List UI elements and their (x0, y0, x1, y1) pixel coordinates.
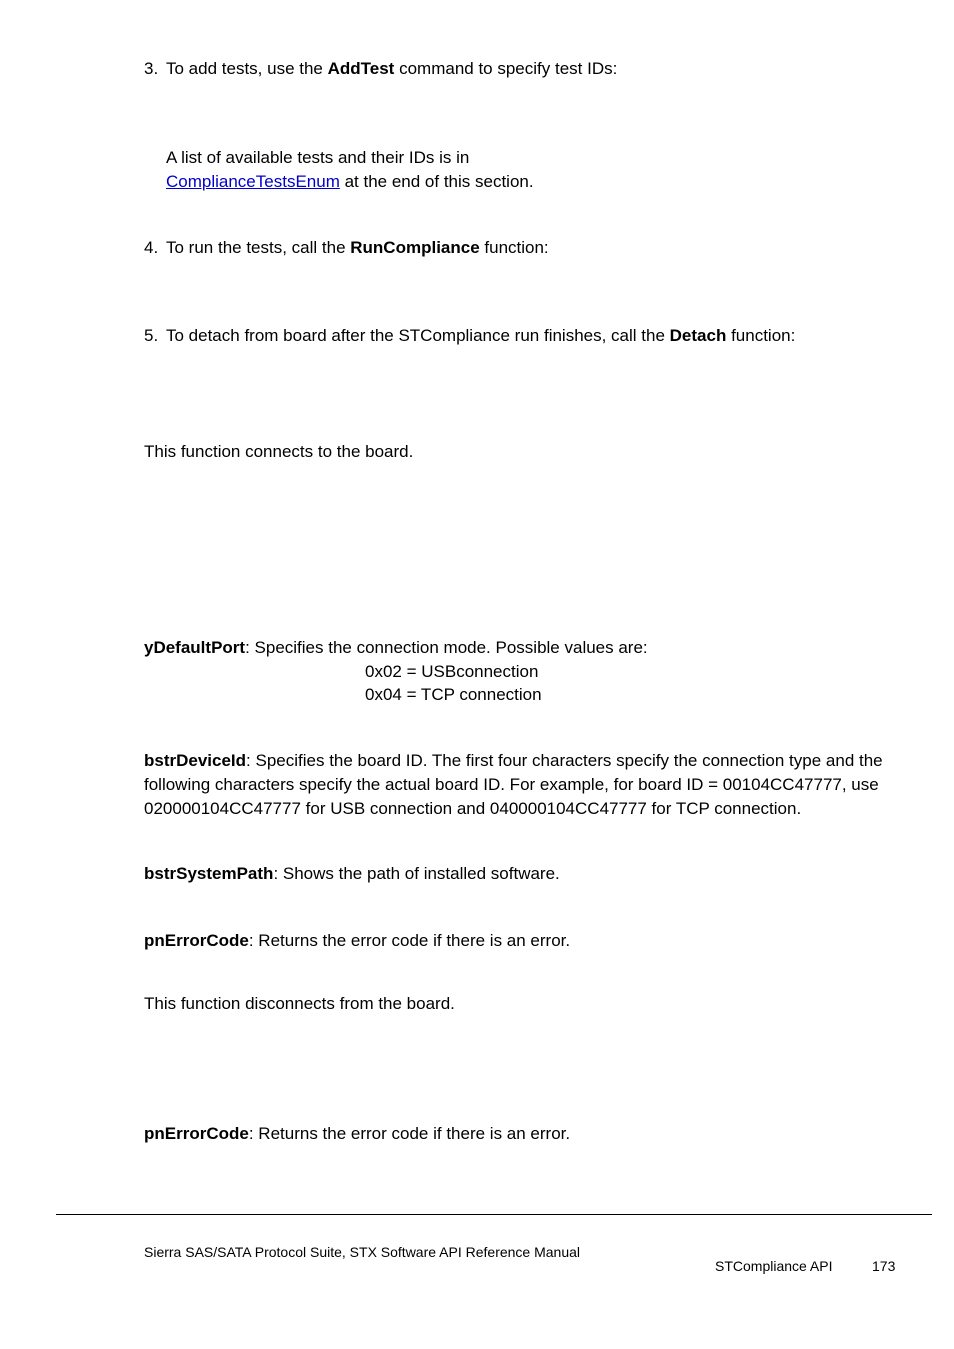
step-number: 5. (144, 326, 159, 345)
footer-rule (56, 1214, 932, 1215)
param-description: : Specifies the connection mode. Possible values are: (245, 638, 648, 657)
param-description: : Shows the path of installed software. (273, 864, 560, 883)
param-pnerrorcode (144, 1122, 570, 1146)
step-text: To detach from board after the STCompliance run finishes, call the Detach function: (166, 326, 796, 345)
detach-description: This function disconnects from the board. (144, 994, 455, 1013)
param-name: yDefaultPort (144, 638, 246, 657)
footer-manual-title: Sierra SAS/SATA Protocol Suite, STX Software API Reference Manual (144, 1244, 581, 1260)
step-number: 3. (144, 59, 159, 78)
compliance-tests-enum-link[interactable]: ComplianceTestsEnum (166, 172, 340, 191)
step-text: To run the tests, call the RunCompliance function: (166, 238, 549, 257)
param-description: : Returns the error code if there is an error. (248, 1124, 571, 1143)
step-number: 4. (144, 238, 159, 257)
step-text: To add tests, use the AddTest command to specify test IDs: (166, 59, 618, 78)
addtest-command: AddTest (327, 59, 395, 78)
param-bstrsystempath (144, 862, 560, 886)
param-value: 0x02 = USBconnection (365, 662, 539, 681)
tests-note-line2: ComplianceTestsEnum at the end of this section. (166, 172, 534, 191)
param-description: : Returns the error code if there is an error. (248, 931, 571, 950)
param-bstrdeviceid (144, 749, 904, 821)
attach-description: This function connects to the board. (144, 442, 414, 461)
tests-note-line1: A list of available tests and their IDs is in (166, 148, 470, 167)
footer-section: STCompliance API (715, 1258, 833, 1274)
param-pnerrorcode (144, 929, 570, 953)
param-name: bstrDeviceId (144, 751, 247, 770)
footer-page-number: 173 (872, 1258, 896, 1274)
param-value: 0x04 = TCP connection (365, 685, 542, 704)
param-description: : Specifies the board ID. The first four characters specify the connection type and the following characters specify the actual board ID. For example, for board ID = 00104CC47777, use 020000104CC47777 for USB connection and 040000104CC47777 for TCP connection. (144, 751, 883, 818)
param-name: pnErrorCode (144, 1124, 249, 1143)
param-name: bstrSystemPath (144, 864, 274, 883)
param-name: pnErrorCode (144, 931, 249, 950)
detach-function: Detach (669, 326, 727, 345)
runcompliance-function: RunCompliance (350, 238, 480, 257)
